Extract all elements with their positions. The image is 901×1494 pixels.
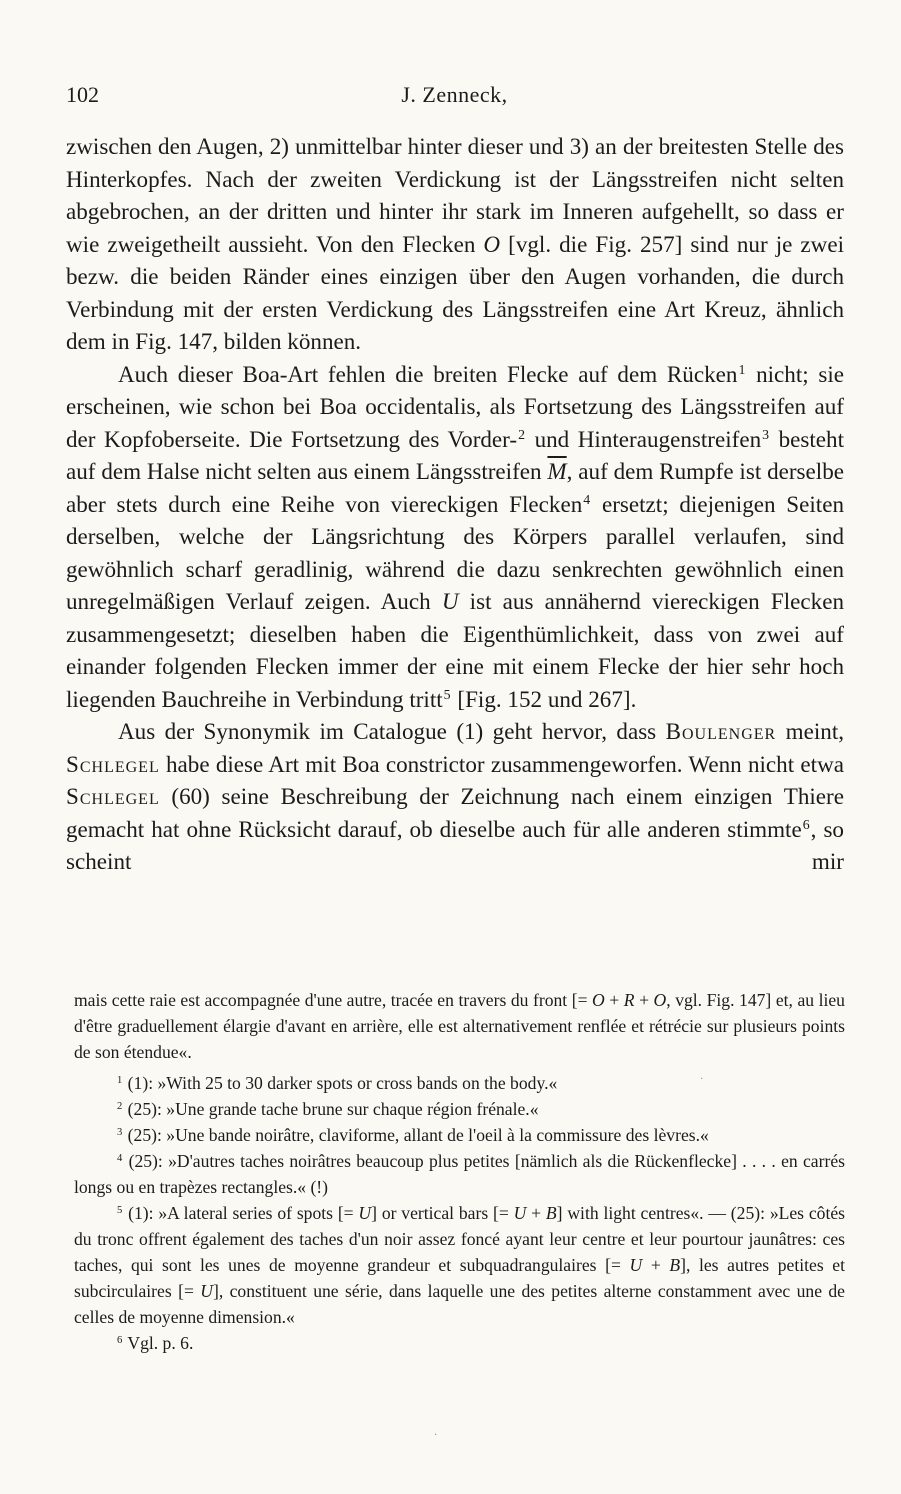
paragraph-3: Aus der Synonymik im Catalogue (1) geht hervor, dass Boulenger meint, Schlegel habe diese Art mit Boa constrictor zusammengeworfen. Wenn nicht etwa Schlegel (60) seine Beschreibung der Zeichnung nach einem einzigen Thiere gemacht hat ohne Rücksicht darauf, ob dieselbe auch für alle anderen stimmte$^6$, so scheint mir — [66, 718, 845, 874]
footnote-ref-3: 3 — [762, 426, 770, 442]
footnote-3: $^3$ (25): »Une bande noirâtre, claviforme, allant de l'oeil à la commissure des lèvres.« — [117, 1125, 709, 1145]
footnote-6: $^6$ Vgl. p. 6. — [117, 1333, 194, 1353]
footnote-2: $^2$ (25): »Une grande tache brune sur chaque région frénale.« — [117, 1099, 539, 1119]
print-speck: · — [434, 1430, 438, 1441]
footnote-4: $^4$ (25): »D'autres taches noirâtres beaucoup plus petites [nämlich als die Rückenflecke] . . . . en carrés longs ou en trapèzes rectangles.« (!) — [74, 1151, 845, 1197]
footnote-5: $^5$ (1): »A lateral series of spots [= U] or vertical bars [= U + B] with light centres«. — (25): »Les côtés du tronc offrent également des taches d'un noir assez foncé ayant leur centre et leur pourtour jaunâtres: ces taches, qui sont les unes de moyenne grandeur et subquadrangulaires [= U + B], les autres petites et subcirculaires [= U], constituent une série, dans laquelle une des petites alterne constamment avec une de celles de moyenne dimension.« — [74, 1203, 845, 1327]
footnote-ref-2: 2 — [518, 426, 526, 442]
main-text — [66, 130, 844, 878]
footnote-ref-5: 5 — [443, 686, 451, 702]
paragraph-1: zwischen den Augen, 2) unmittelbar hinter dieser und 3) an der breitesten Stelle des Hinterkopfes. Nach der zweiten Verdickung ist der Längsstreifen nicht selten abgebrochen, an der dritten und hinter ihr stark im Inneren aufgehellt, so dass er wie zweigetheilt aussieht. Von den Flecken O [vgl. die Fig. 257] sind nur je zwei bezw. die beiden Ränder eines einzigen über den Augen vorhanden, die durch Verbindung mit der ersten Verdickung des Längsstreifen eine Art Kreuz, ähnlich dem in Fig. 147, bilden können. — [66, 133, 845, 354]
footnote-1: $^1$ (1): »With 25 to 30 darker spots or cross bands on the body.« — [117, 1073, 558, 1093]
page-number: 102 — [66, 82, 99, 107]
footnote-continuation: mais cette raie est accompagnée d'une autre, tracée en travers du front [= O + R + O, vgl. Fig. 147] et, au lieu d'être graduellement élargie d'avant en arrière, elle est alternativement renflée et rétrécie sur plusieurs points de son étendue«. — [74, 990, 845, 1062]
footnote-ref-4: 4 — [583, 491, 591, 507]
running-head: J. Zenneck, — [401, 82, 508, 107]
footnotes — [74, 987, 845, 1356]
page-header — [66, 82, 843, 110]
footnote-ref-6: 6 — [802, 816, 810, 832]
print-speck: · — [700, 1074, 704, 1085]
paragraph-2: Auch dieser Boa-Art fehlen die breiten Flecke auf dem Rücken$^1$ nicht; sie erscheinen, wie schon bei Boa occidentalis, als Fortsetzung des Längsstreifen auf der Kopfoberseite. Die Fortsetzung des Vorder-$^2$ und Hinteraugenstreifen$^3$ besteht auf dem Halse nicht selten aus einem Längsstreifen $\overline{M}$, auf dem Rumpfe ist derselbe aber stets durch eine Reihe von viereckigen Flecken$^4$ ersetzt; diejenigen Seiten derselben, welche der Längsrichtung des Körpers parallel verlaufen, sind gewöhnlich scharf geradlinig, während die dazu senkrechten gewöhnlich einen unregelmäßigen Verlauf zeigen. Auch U ist aus annähernd viereckigen Flecken zusammengesetzt; dieselben haben die Eigenthümlichkeit, dass von zwei auf einander folgenden Flecken immer der eine mit einem Flecke der hier sehr hoch liegenden Bauchreihe in Verbindung tritt$^5$ [Fig. 152 und 267]. — [66, 360, 845, 712]
footnote-ref-1: 1 — [738, 361, 746, 377]
